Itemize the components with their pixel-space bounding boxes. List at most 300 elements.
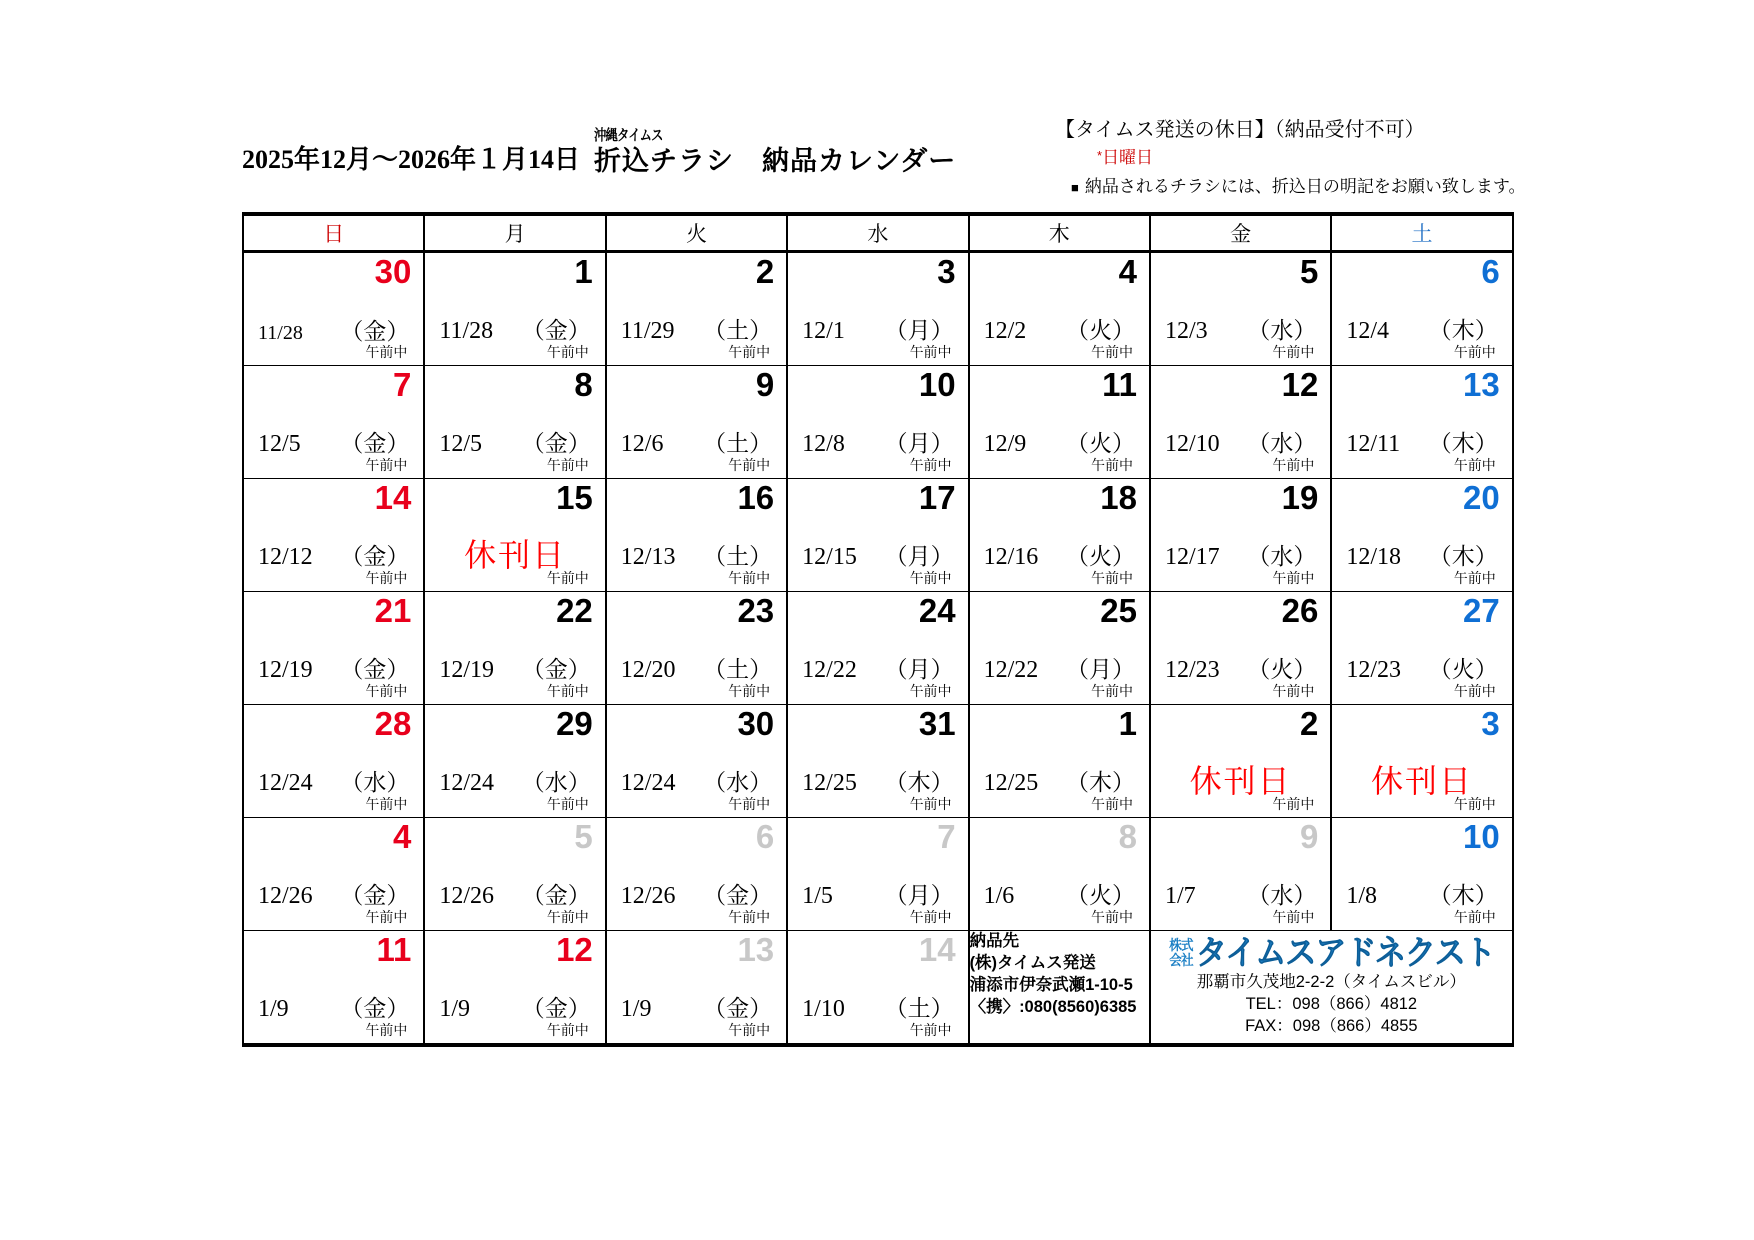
- delivery-date: 1/8: [1346, 883, 1378, 909]
- delivery-date: 12/13: [620, 544, 676, 570]
- company-name: タイムスアドネクスト: [1195, 933, 1495, 972]
- day-number: 4: [1118, 253, 1137, 290]
- page-header: [0, 0, 1754, 197]
- delivery-weekday: （火）: [1065, 318, 1135, 343]
- day-number: 13: [737, 931, 775, 968]
- delivery-date: 1/5: [802, 883, 833, 909]
- delivery-date: 1/9: [439, 996, 471, 1022]
- day-number: 23: [737, 592, 775, 629]
- day-number: 16: [737, 479, 775, 516]
- delivery-deadline: [970, 771, 1149, 795]
- delivery-deadline: [788, 319, 967, 343]
- delivery-date: 12/6: [620, 431, 664, 457]
- delivery-time-label: 午前中: [546, 346, 589, 361]
- calendar-day-cell[interactable]: [606, 705, 787, 818]
- weekday-header-row: [243, 214, 1513, 252]
- weekday-header-wed: 水: [787, 214, 968, 252]
- delivery-weekday: （木）: [1428, 883, 1498, 908]
- calendar-day-cell[interactable]: [1331, 479, 1512, 592]
- delivery-deadline: [244, 545, 423, 569]
- delivery-date: 12/24: [439, 770, 495, 796]
- delivery-deadline: [970, 319, 1149, 343]
- calendar-day-cell[interactable]: [243, 931, 424, 1046]
- delivery-deadline: [607, 432, 786, 456]
- delivery-date: 12/26: [439, 883, 495, 909]
- closed-day-label: 休刊日: [1371, 763, 1474, 799]
- weekday-header-mon: 月: [424, 214, 605, 252]
- calendar-day-cell[interactable]: [969, 252, 1150, 366]
- delivery-time-label: 午前中: [909, 1024, 952, 1039]
- delivery-date: 12/5: [258, 431, 301, 457]
- day-number: 5: [574, 818, 593, 855]
- delivery-weekday: （月）: [884, 544, 954, 569]
- delivery-weekday: （木）: [884, 770, 954, 795]
- publisher-name: 沖縄タイムス: [594, 127, 663, 144]
- delivery-deadline: [970, 884, 1149, 908]
- notice-block: [1055, 118, 1695, 198]
- delivery-deadline: [788, 884, 967, 908]
- delivery-weekday: （金）: [340, 319, 410, 344]
- delivery-date: 12/19: [258, 657, 313, 683]
- delivery-weekday: （金）: [521, 883, 591, 908]
- delivery-weekday: （水）: [521, 770, 591, 795]
- day-number: 20: [1463, 479, 1500, 516]
- delivery-weekday: （金）: [703, 883, 773, 908]
- delivery-date: 12/10: [1164, 431, 1220, 457]
- delivery-deadline: [607, 658, 786, 682]
- delivery-time-label: 午前中: [728, 346, 771, 361]
- delivery-date: 12/8: [802, 431, 845, 457]
- delivery-time-label: 午前中: [546, 685, 589, 700]
- delivery-deadline: [244, 320, 423, 343]
- day-number: 19: [1281, 479, 1319, 516]
- day-number: 25: [1100, 592, 1137, 629]
- notice-sunday-note: [1097, 148, 1695, 168]
- delivery-time-label: 午前中: [1090, 346, 1133, 361]
- delivery-weekday: （火）: [1065, 431, 1135, 456]
- delivery-time-label: 午前中: [365, 685, 408, 700]
- asterisk-icon: *: [1097, 148, 1103, 163]
- company-logo-cell: [1150, 931, 1513, 1046]
- calendar-day-cell[interactable]: [1150, 818, 1331, 931]
- calendar-day-cell[interactable]: [787, 252, 968, 366]
- delivery-destination-line: 納品先: [969, 932, 1020, 950]
- calendar-day-cell[interactable]: [1331, 252, 1512, 366]
- weekday-header-sun: 日: [243, 214, 424, 252]
- delivery-time-label: 午前中: [728, 572, 771, 587]
- delivery-time-label: 午前中: [365, 459, 408, 474]
- delivery-deadline: [1332, 432, 1511, 456]
- calendar-day-cell[interactable]: [424, 931, 605, 1046]
- calendar-day-cell[interactable]: [243, 366, 424, 479]
- delivery-destination-text: [970, 931, 1149, 1019]
- day-number: 22: [556, 592, 593, 629]
- day-number: 3: [937, 253, 956, 290]
- delivery-date: 12/23: [1164, 657, 1220, 683]
- calendar-day-cell[interactable]: [1150, 705, 1331, 818]
- delivery-deadline: [425, 997, 604, 1021]
- delivery-time-label: 午前中: [365, 798, 408, 813]
- calendar-day-cell[interactable]: [787, 931, 968, 1046]
- company-address: 那覇市久茂地2-2-2（タイムスビル）: [1196, 973, 1466, 991]
- calendar-day-cell[interactable]: [969, 705, 1150, 818]
- delivery-deadline: [1151, 319, 1330, 343]
- day-number: 14: [374, 479, 412, 516]
- delivery-time-label: 午前中: [909, 459, 952, 474]
- day-number: 14: [918, 931, 956, 968]
- delivery-deadline: [970, 432, 1149, 456]
- day-number: 24: [918, 592, 956, 629]
- delivery-weekday: （土）: [703, 544, 773, 569]
- day-number: 4: [393, 818, 412, 855]
- delivery-deadline: [1151, 658, 1330, 682]
- kabushiki-line-2: 会社: [1169, 951, 1193, 968]
- delivery-deadline: [970, 658, 1149, 682]
- delivery-weekday: （水）: [340, 770, 410, 795]
- delivery-time-label: 午前中: [1090, 459, 1133, 474]
- delivery-deadline: [1332, 319, 1511, 343]
- calendar-day-cell[interactable]: [243, 818, 424, 931]
- notice-holiday-heading: 【タイムス発送の休日】（納品受付不可）: [1055, 119, 1425, 141]
- calendar-day-cell[interactable]: [969, 366, 1150, 479]
- delivery-time-label: 午前中: [1090, 911, 1133, 926]
- kabushiki-line-1: 株式: [1169, 936, 1193, 953]
- delivery-deadline: [1151, 545, 1330, 569]
- delivery-weekday: （月）: [884, 883, 954, 908]
- delivery-weekday: （金）: [521, 431, 591, 456]
- delivery-weekday: （火）: [1428, 657, 1498, 682]
- calendar-day-cell[interactable]: [424, 818, 605, 931]
- delivery-date: 12/15: [802, 544, 857, 570]
- delivery-calendar: [242, 212, 1514, 1047]
- delivery-weekday: （水）: [1247, 883, 1317, 908]
- delivery-time-label: 午前中: [365, 346, 408, 361]
- delivery-time-label: 午前中: [546, 798, 589, 813]
- delivery-time-label: 午前中: [1453, 572, 1496, 587]
- delivery-deadline: [1332, 545, 1511, 569]
- delivery-time-label: 午前中: [1453, 911, 1496, 926]
- calendar-day-cell[interactable]: [606, 479, 787, 592]
- delivery-time-label: 午前中: [1453, 459, 1496, 474]
- day-number: 7: [937, 818, 956, 855]
- delivery-weekday: （金）: [521, 657, 591, 682]
- calendar-day-cell[interactable]: [243, 705, 424, 818]
- day-number: 3: [1481, 705, 1500, 742]
- weekday-header-tue: 火: [606, 214, 787, 252]
- delivery-date: 12/24: [258, 770, 313, 796]
- delivery-weekday: （金）: [521, 996, 591, 1021]
- notice-instruction-text: 納品されるチラシには、折込日の明記をお願い致します。: [1084, 177, 1526, 197]
- day-number: 1: [574, 253, 593, 290]
- company-logo: [1151, 933, 1512, 972]
- delivery-destination-line: 浦添市伊奈武瀬1-10-5: [969, 975, 1133, 994]
- calendar-day-cell[interactable]: [1150, 592, 1331, 705]
- delivery-time-label: 午前中: [1272, 346, 1315, 361]
- delivery-time-label: 午前中: [1272, 572, 1315, 587]
- day-number: 7: [393, 366, 412, 403]
- delivery-weekday: （土）: [703, 657, 773, 682]
- calendar-day-cell[interactable]: [1331, 818, 1512, 931]
- delivery-deadline: [607, 319, 786, 343]
- calendar-week-row: [243, 931, 1513, 1046]
- day-number: 29: [556, 705, 593, 742]
- calendar-day-cell[interactable]: [243, 252, 424, 366]
- delivery-date: 11/28: [439, 318, 494, 344]
- day-number: 28: [374, 705, 412, 742]
- delivery-deadline: [244, 884, 423, 908]
- delivery-weekday: （金）: [340, 544, 410, 569]
- delivery-date: 12/24: [620, 770, 676, 796]
- calendar-day-cell[interactable]: [969, 818, 1150, 931]
- delivery-date: 1/9: [258, 996, 289, 1022]
- delivery-deadline: [425, 884, 604, 908]
- delivery-date: 12/2: [983, 318, 1027, 344]
- delivery-date: 12/25: [983, 770, 1039, 796]
- delivery-weekday: （金）: [703, 996, 773, 1021]
- delivery-weekday: （水）: [1247, 318, 1317, 343]
- delivery-date: 12/1: [802, 318, 845, 344]
- day-number: 30: [374, 253, 412, 290]
- delivery-deadline: [425, 432, 604, 456]
- delivery-date: 12/26: [620, 883, 676, 909]
- calendar-day-cell[interactable]: [969, 479, 1150, 592]
- calendar-week-row: [243, 818, 1513, 931]
- calendar-day-cell[interactable]: [787, 818, 968, 931]
- delivery-date: 12/22: [983, 657, 1039, 683]
- day-number: 31: [918, 705, 956, 742]
- delivery-time-label: 午前中: [1090, 685, 1133, 700]
- delivery-destination-line: (株)タイムス発送: [969, 953, 1096, 972]
- calendar-day-cell[interactable]: [424, 366, 605, 479]
- calendar-day-cell[interactable]: [606, 931, 787, 1046]
- delivery-deadline: [425, 319, 604, 343]
- delivery-time-label: 午前中: [546, 1024, 589, 1039]
- day-number: 8: [1118, 818, 1137, 855]
- delivery-date: 11/29: [620, 318, 675, 344]
- delivery-time-label: 午前中: [1453, 346, 1496, 361]
- calendar-day-cell[interactable]: [424, 252, 605, 366]
- delivery-date: 1/10: [802, 996, 845, 1022]
- calendar-day-cell[interactable]: [424, 592, 605, 705]
- delivery-time-label: 午前中: [728, 798, 771, 813]
- delivery-weekday: （金）: [340, 431, 410, 456]
- calendar-day-cell[interactable]: [606, 366, 787, 479]
- day-number: 12: [556, 931, 593, 968]
- delivery-deadline: [607, 545, 786, 569]
- delivery-deadline: [607, 884, 786, 908]
- delivery-date: 12/22: [802, 657, 857, 683]
- delivery-weekday: （金）: [340, 996, 410, 1021]
- delivery-deadline: [607, 771, 786, 795]
- delivery-deadline: [244, 997, 423, 1021]
- day-number: 9: [755, 366, 775, 403]
- delivery-date: 1/6: [983, 883, 1015, 909]
- delivery-deadline: [1332, 884, 1511, 908]
- calendar-day-cell[interactable]: [243, 479, 424, 592]
- delivery-weekday: （土）: [703, 318, 773, 343]
- delivery-time-label: 午前中: [909, 685, 952, 700]
- closed-day-label: 休刊日: [1189, 763, 1292, 799]
- delivery-time-label: 午前中: [1453, 685, 1496, 700]
- delivery-time-label: 午前中: [728, 459, 771, 474]
- delivery-time-label: 午前中: [728, 911, 771, 926]
- delivery-time-label: 午前中: [1272, 798, 1315, 813]
- calendar-week-row: [243, 252, 1513, 366]
- delivery-time-label: 午前中: [546, 572, 589, 587]
- closed-day-label: 休刊日: [464, 537, 567, 573]
- delivery-date: 12/18: [1346, 544, 1402, 570]
- day-number: 2: [755, 253, 775, 290]
- delivery-date: 12/26: [258, 883, 313, 909]
- calendar-day-cell[interactable]: [606, 252, 787, 366]
- delivery-weekday: （火）: [1065, 883, 1135, 908]
- calendar-week-row: [243, 592, 1513, 705]
- calendar-week-row: [243, 705, 1513, 818]
- company-info: [1151, 933, 1512, 1037]
- delivery-deadline: [244, 771, 423, 795]
- day-number: 26: [1281, 592, 1319, 629]
- delivery-weekday: （水）: [703, 770, 773, 795]
- weekday-header-sat: 土: [1331, 214, 1512, 252]
- calendar-day-cell[interactable]: [243, 592, 424, 705]
- day-number: 12: [1281, 366, 1319, 403]
- calendar-week-row: [243, 479, 1513, 592]
- day-number: 18: [1100, 479, 1137, 516]
- delivery-time-label: 午前中: [1272, 685, 1315, 700]
- delivery-deadline: [788, 771, 967, 795]
- delivery-date: 12/11: [1346, 431, 1401, 457]
- delivery-weekday: （木）: [1065, 770, 1135, 795]
- delivery-weekday: （火）: [1247, 657, 1317, 682]
- delivery-weekday: （金）: [521, 318, 591, 343]
- calendar-day-cell[interactable]: [787, 479, 968, 592]
- delivery-time-label: 午前中: [909, 798, 952, 813]
- delivery-weekday: （月）: [884, 657, 954, 682]
- delivery-weekday: （土）: [703, 431, 773, 456]
- delivery-time-label: 午前中: [1272, 911, 1315, 926]
- delivery-time-label: 午前中: [909, 572, 952, 587]
- day-number: 11: [376, 931, 412, 968]
- calendar-day-cell[interactable]: [424, 479, 605, 592]
- page-title: 折込チラシ 納品カレンダー: [594, 146, 957, 176]
- calendar-day-cell[interactable]: [969, 592, 1150, 705]
- delivery-date: 12/16: [983, 544, 1039, 570]
- notice-instruction: [1071, 177, 1695, 197]
- day-number: 21: [374, 592, 412, 629]
- delivery-time-label: 午前中: [546, 459, 589, 474]
- day-number: 11: [1102, 366, 1137, 403]
- delivery-deadline: [788, 432, 967, 456]
- delivery-time-label: 午前中: [1272, 459, 1315, 474]
- day-number: 15: [556, 479, 593, 516]
- delivery-time-label: 午前中: [909, 911, 952, 926]
- delivery-weekday: （月）: [1065, 657, 1135, 682]
- calendar-day-cell[interactable]: [1331, 592, 1512, 705]
- weekday-header-fri: 金: [1150, 214, 1331, 252]
- delivery-date: 11/28: [258, 322, 303, 344]
- day-number: 13: [1463, 366, 1500, 403]
- delivery-weekday: （月）: [884, 318, 954, 343]
- day-number: 1: [1118, 705, 1137, 742]
- day-number: 27: [1463, 592, 1500, 629]
- calendar-day-cell[interactable]: [787, 592, 968, 705]
- day-number: 2: [1299, 705, 1319, 742]
- delivery-deadline: [425, 658, 604, 682]
- calendar-week-row: [243, 366, 1513, 479]
- delivery-weekday: （木）: [1428, 544, 1498, 569]
- delivery-destination-cell: [969, 931, 1150, 1046]
- delivery-weekday: （水）: [1247, 431, 1317, 456]
- delivery-deadline: [244, 432, 423, 456]
- delivery-weekday: （木）: [1428, 318, 1498, 343]
- delivery-deadline: [425, 771, 604, 795]
- delivery-date: 12/12: [258, 544, 313, 570]
- delivery-time-label: 午前中: [365, 911, 408, 926]
- calendar-day-cell[interactable]: [1150, 366, 1331, 479]
- delivery-deadline: [1332, 658, 1511, 682]
- weekday-header-thu: 木: [969, 214, 1150, 252]
- calendar-day-cell[interactable]: [1331, 366, 1512, 479]
- calendar-day-cell[interactable]: [1150, 252, 1331, 366]
- delivery-date: 12/9: [983, 431, 1027, 457]
- delivery-deadline: [788, 658, 967, 682]
- delivery-weekday: （金）: [340, 883, 410, 908]
- company-telephone: TEL：098（866）4812: [1245, 994, 1418, 1013]
- delivery-date: 12/17: [1164, 544, 1220, 570]
- delivery-date: 1/7: [1164, 883, 1196, 909]
- delivery-date: 12/23: [1346, 657, 1402, 683]
- calendar-day-cell[interactable]: [1331, 705, 1512, 818]
- delivery-date: 12/3: [1164, 318, 1208, 344]
- delivery-weekday: （火）: [1065, 544, 1135, 569]
- day-number: 10: [1463, 818, 1500, 855]
- kabushikigaisha-mark: [1169, 938, 1192, 967]
- delivery-weekday: （木）: [1428, 431, 1498, 456]
- delivery-deadline: [244, 658, 423, 682]
- delivery-time-label: 午前中: [365, 1024, 408, 1039]
- delivery-time-label: 午前中: [365, 572, 408, 587]
- company-fax: FAX：098（866）4855: [1245, 1016, 1418, 1035]
- calendar-day-cell[interactable]: [787, 705, 968, 818]
- delivery-weekday: （月）: [884, 431, 954, 456]
- calendar-day-cell[interactable]: [787, 366, 968, 479]
- calendar-body: [243, 252, 1513, 1046]
- day-number: 9: [1299, 818, 1319, 855]
- calendar-day-cell[interactable]: [606, 818, 787, 931]
- delivery-time-label: 午前中: [1090, 798, 1133, 813]
- calendar-day-cell[interactable]: [424, 705, 605, 818]
- delivery-deadline: [1151, 432, 1330, 456]
- delivery-time-label: 午前中: [728, 1024, 771, 1039]
- delivery-weekday: （水）: [1247, 544, 1317, 569]
- calendar-day-cell[interactable]: [606, 592, 787, 705]
- day-number: 17: [918, 479, 956, 516]
- delivery-date: 12/4: [1346, 318, 1390, 344]
- delivery-deadline: [970, 545, 1149, 569]
- delivery-weekday: （金）: [340, 657, 410, 682]
- day-number: 8: [574, 366, 593, 403]
- delivery-deadline: [788, 545, 967, 569]
- day-number: 5: [1299, 253, 1319, 290]
- delivery-deadline: [788, 997, 967, 1021]
- title-block: [242, 128, 956, 175]
- delivery-date: 1/9: [620, 996, 652, 1022]
- delivery-destination-line: 〈携〉:080(8560)6385: [969, 997, 1137, 1016]
- calendar-day-cell[interactable]: [1150, 479, 1331, 592]
- delivery-time-label: 午前中: [909, 346, 952, 361]
- day-number: 6: [755, 818, 775, 855]
- day-number: 10: [918, 366, 956, 403]
